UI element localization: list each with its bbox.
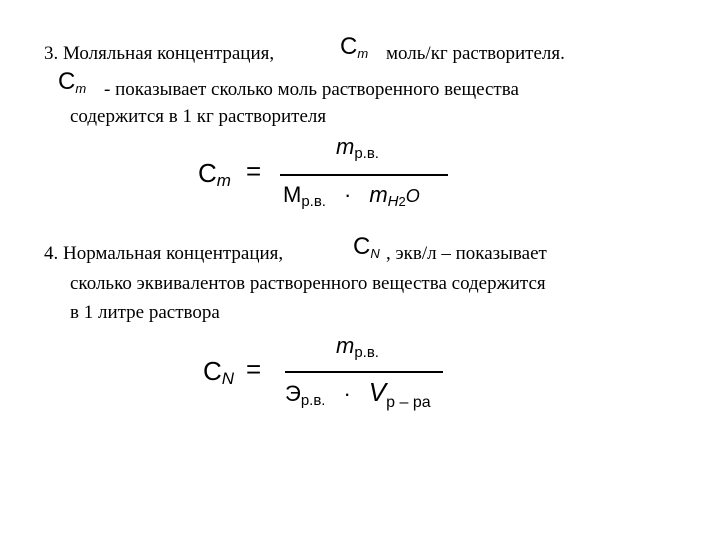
section4-heading-prefix: 4. Нормальная концентрация, bbox=[44, 243, 284, 264]
section4-heading bbox=[44, 242, 283, 266]
molality-formula-numerator: mр.в. bbox=[336, 134, 379, 162]
normality-dot: · bbox=[343, 381, 351, 406]
section4-desc-line1: сколько эквивалентов растворенного вещества содержится bbox=[70, 273, 546, 294]
molality-dot: · bbox=[343, 182, 352, 207]
normality-formula-lhs: CN bbox=[203, 356, 235, 388]
molality-formula-equals: = bbox=[246, 156, 262, 186]
section4-desc-line2: в 1 литре раствора bbox=[70, 302, 220, 323]
section4-normality-symbol: CN bbox=[353, 233, 380, 261]
normality-formula-denominator: Эр.в. · Vр – ра bbox=[285, 377, 431, 411]
section3-desc-line2: содержится в 1 кг растворителя bbox=[70, 106, 327, 127]
section3-heading-suffix: моль/кг растворителя. bbox=[386, 43, 565, 64]
section3-molality-symbol: Cm bbox=[340, 33, 369, 61]
molality-formula-denominator: Mр.в. · mH2O bbox=[283, 182, 420, 210]
normality-formula-numerator: mр.в. bbox=[336, 333, 379, 361]
molality-fraction-bar bbox=[280, 174, 448, 176]
section4-heading-suffix: , экв/л – показывает bbox=[386, 243, 547, 264]
normality-formula-equals: = bbox=[246, 354, 262, 384]
section3-desc-symbol: Cm bbox=[58, 68, 87, 96]
molality-formula-lhs: Cm bbox=[198, 158, 231, 190]
section3-heading bbox=[44, 42, 274, 66]
section3-desc-line1: - показывает сколько моль растворенного вещества bbox=[104, 79, 519, 100]
normality-fraction-bar bbox=[285, 371, 443, 373]
section3-heading-prefix: 3. Моляльная концентрация, bbox=[44, 43, 275, 64]
